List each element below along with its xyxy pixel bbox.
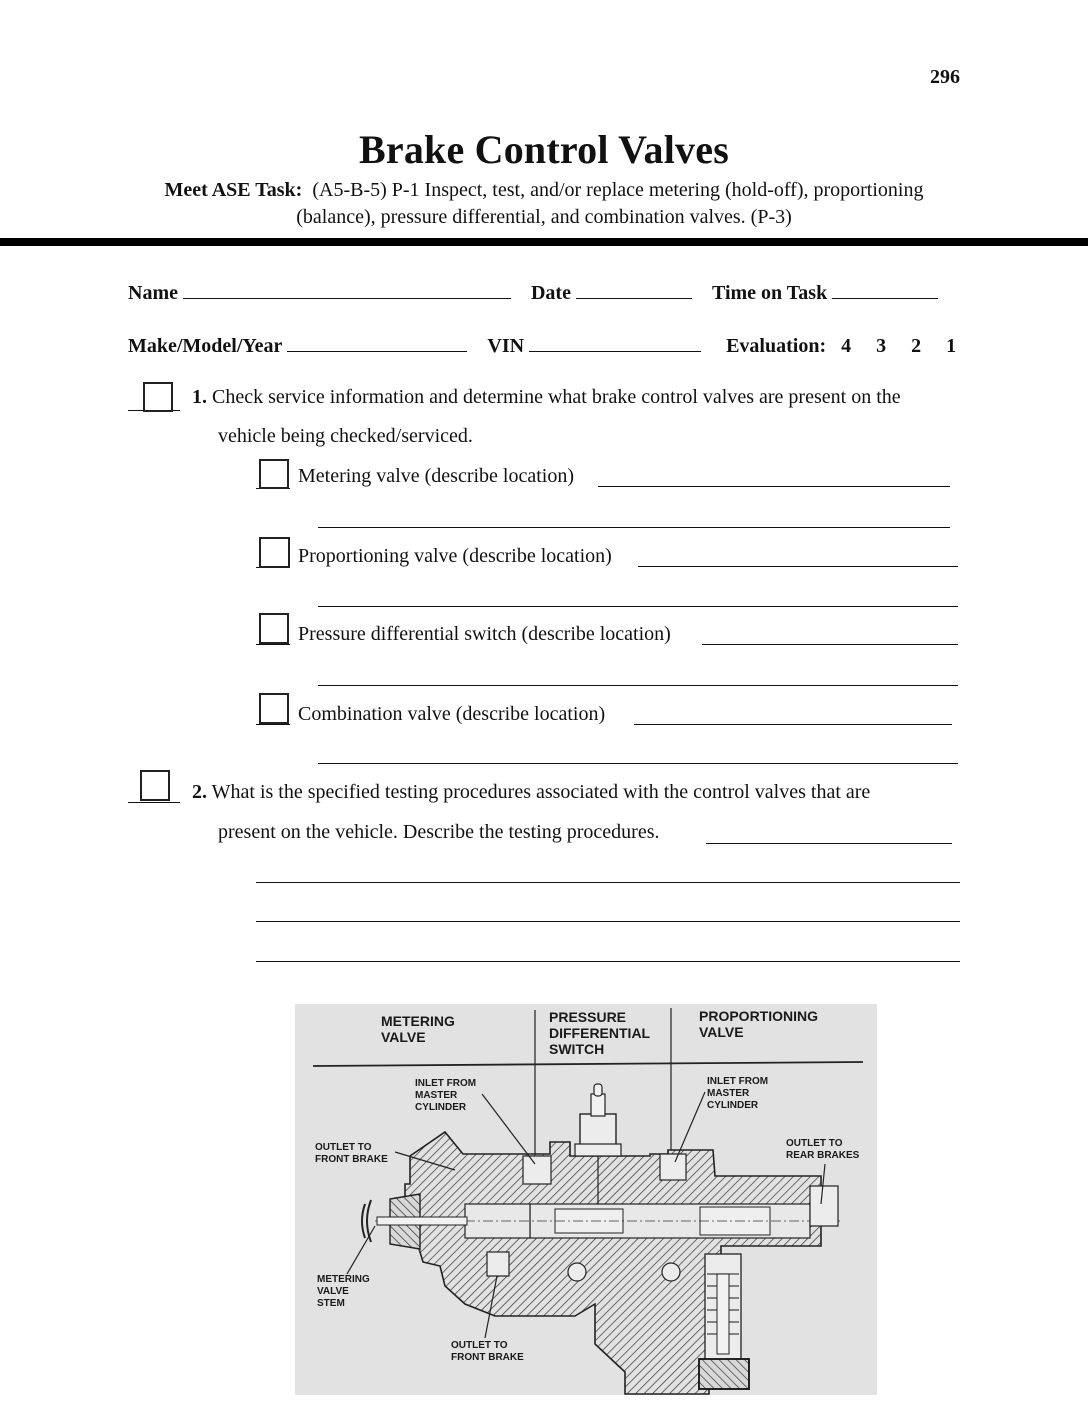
svg-text:STEM: STEM — [317, 1298, 345, 1309]
testing-procedures-field-4[interactable] — [256, 961, 960, 962]
name-label: Name — [128, 282, 178, 304]
svg-text:OUTLET TO: OUTLET TO — [315, 1142, 372, 1153]
callout-outlet-front-top — [315, 1142, 388, 1165]
callout-inlet-left — [415, 1078, 476, 1113]
step-1-number: 1. — [192, 386, 207, 408]
pressure-differential-location-field-2[interactable] — [318, 685, 958, 686]
pressure-differential-label: Pressure differential switch (describe location) — [298, 623, 671, 645]
page-number: 296 — [930, 66, 960, 88]
time-on-task-field[interactable] — [832, 280, 938, 299]
step-2-underline — [128, 802, 180, 803]
combination-valve-label: Combination valve (describe location) — [298, 703, 606, 725]
vin-field[interactable] — [529, 333, 701, 352]
evaluation-score-3[interactable]: 3 — [876, 335, 887, 357]
step-2-checkbox[interactable] — [140, 770, 170, 801]
section-header-pressure — [549, 1009, 651, 1057]
section-header-metering — [381, 1013, 455, 1045]
svg-text:INLET FROM: INLET FROM — [707, 1076, 769, 1087]
valve-cross-section — [295, 1004, 877, 1395]
step-1-checkbox[interactable] — [143, 382, 173, 412]
metering-valve-location-field-2[interactable] — [318, 527, 950, 528]
metering-valve-location-field[interactable] — [598, 486, 950, 487]
header-divider — [0, 238, 1088, 246]
callout-outlet-front-bottom — [451, 1340, 524, 1363]
callout-metering-stem — [317, 1274, 370, 1309]
vin-label: VIN — [487, 335, 525, 357]
ase-task-text-2: (balance), pressure differential, and combination valves. (P-3) — [296, 206, 792, 228]
svg-text:CYLINDER: CYLINDER — [707, 1100, 759, 1111]
header-pressure-l3: SWITCH — [549, 1041, 605, 1057]
svg-text:FRONT BRAKE: FRONT BRAKE — [315, 1154, 388, 1165]
header-metering-l2: VALVE — [381, 1029, 426, 1045]
testing-procedures-field-2[interactable] — [256, 882, 960, 883]
testing-procedures-field-3[interactable] — [256, 921, 960, 922]
step-2-number: 2. — [192, 781, 207, 803]
combination-valve-location-field-2[interactable] — [318, 763, 958, 764]
spring-plunger — [717, 1274, 729, 1354]
header-divider-line — [313, 1062, 863, 1066]
date-label: Date — [530, 282, 571, 304]
section-header-proportioning — [699, 1008, 818, 1040]
svg-text:REAR BRAKES: REAR BRAKES — [786, 1150, 860, 1161]
header-pressure-l2: DIFFERENTIAL — [549, 1025, 651, 1041]
make-model-year-field[interactable] — [287, 333, 467, 352]
header-pressure-l1: PRESSURE — [549, 1009, 627, 1025]
switch-tip — [594, 1084, 602, 1096]
svg-text:MASTER: MASTER — [415, 1090, 458, 1101]
ase-task-label: Meet ASE Task: — [164, 179, 303, 201]
sub-3-underline — [256, 644, 290, 645]
switch-nut — [575, 1144, 621, 1156]
svg-text:CYLINDER: CYLINDER — [415, 1102, 467, 1113]
svg-text:MASTER: MASTER — [707, 1088, 750, 1099]
svg-text:METERING: METERING — [317, 1274, 370, 1285]
header-proportioning-l2: VALVE — [699, 1024, 744, 1040]
mounting-hole-1 — [568, 1263, 586, 1281]
sub-4-underline — [256, 724, 290, 725]
evaluation-score-1[interactable]: 1 — [946, 335, 957, 357]
header-proportioning-l1: PROPORTIONING — [699, 1008, 819, 1024]
outlet-port-rear — [810, 1186, 838, 1226]
info-row-1 — [128, 280, 938, 305]
proportioning-valve-checkbox[interactable] — [259, 537, 290, 568]
step-2-text: What is the specified testing procedures associated with the control valves that are — [211, 781, 871, 803]
svg-text:OUTLET TO: OUTLET TO — [451, 1340, 508, 1351]
proportioning-valve-location-field-2[interactable] — [318, 606, 958, 607]
step-2-line-1 — [192, 781, 870, 804]
evaluation-score-2[interactable]: 2 — [911, 335, 922, 357]
metering-valve-label: Metering valve (describe location) — [298, 465, 574, 487]
combination-valve-location-field[interactable] — [634, 724, 952, 725]
date-field[interactable] — [576, 280, 692, 299]
ase-task-line-1 — [0, 177, 1088, 204]
step-2-line-2: present on the vehicle. Describe the testing procedures. — [218, 821, 660, 843]
proportioning-valve-location-field[interactable] — [638, 566, 958, 567]
evaluation-score-4[interactable]: 4 — [841, 335, 852, 357]
step-1-line-1 — [192, 386, 901, 409]
callout-inlet-right — [707, 1076, 768, 1111]
inlet-port-right — [660, 1154, 686, 1180]
name-field[interactable] — [183, 280, 511, 299]
evaluation-label: Evaluation: — [726, 335, 827, 357]
pressure-differential-checkbox[interactable] — [259, 613, 289, 644]
metering-stem — [377, 1217, 467, 1225]
step-1-text: Check service information and determine what brake control valves are present on the — [212, 386, 901, 408]
callout-outlet-rear — [786, 1138, 860, 1161]
proportioning-valve-label: Proportioning valve (describe location) — [298, 545, 612, 567]
outlet-port-front-bottom — [487, 1252, 509, 1276]
time-on-task-label: Time on Task — [711, 282, 828, 304]
svg-text:OUTLET TO: OUTLET TO — [786, 1138, 843, 1149]
svg-text:INLET FROM: INLET FROM — [415, 1078, 477, 1089]
svg-text:FRONT BRAKE: FRONT BRAKE — [451, 1352, 524, 1363]
metering-valve-checkbox[interactable] — [259, 459, 289, 489]
header-metering-l1: METERING — [381, 1013, 455, 1029]
inlet-port-left — [523, 1156, 551, 1184]
page-title: Brake Control Valves — [359, 127, 729, 172]
callout-metering-stem-leader — [347, 1226, 375, 1274]
pressure-differential-location-field[interactable] — [702, 644, 958, 645]
make-model-year-label: Make/Model/Year — [128, 335, 283, 357]
switch-terminal — [591, 1094, 605, 1116]
combination-valve-diagram — [295, 1004, 877, 1395]
testing-procedures-field[interactable] — [706, 843, 952, 844]
info-row-2 — [128, 333, 956, 358]
step-1-line-2: vehicle being checked/serviced. — [218, 425, 473, 447]
spring-cap — [699, 1359, 749, 1389]
mounting-hole-2 — [662, 1263, 680, 1281]
svg-text:VALVE: VALVE — [317, 1286, 349, 1297]
ase-task-text-1: (A5-B-5) P-1 Inspect, test, and/or replace metering (hold-off), proportioning — [312, 179, 924, 201]
combination-valve-checkbox[interactable] — [259, 693, 289, 724]
